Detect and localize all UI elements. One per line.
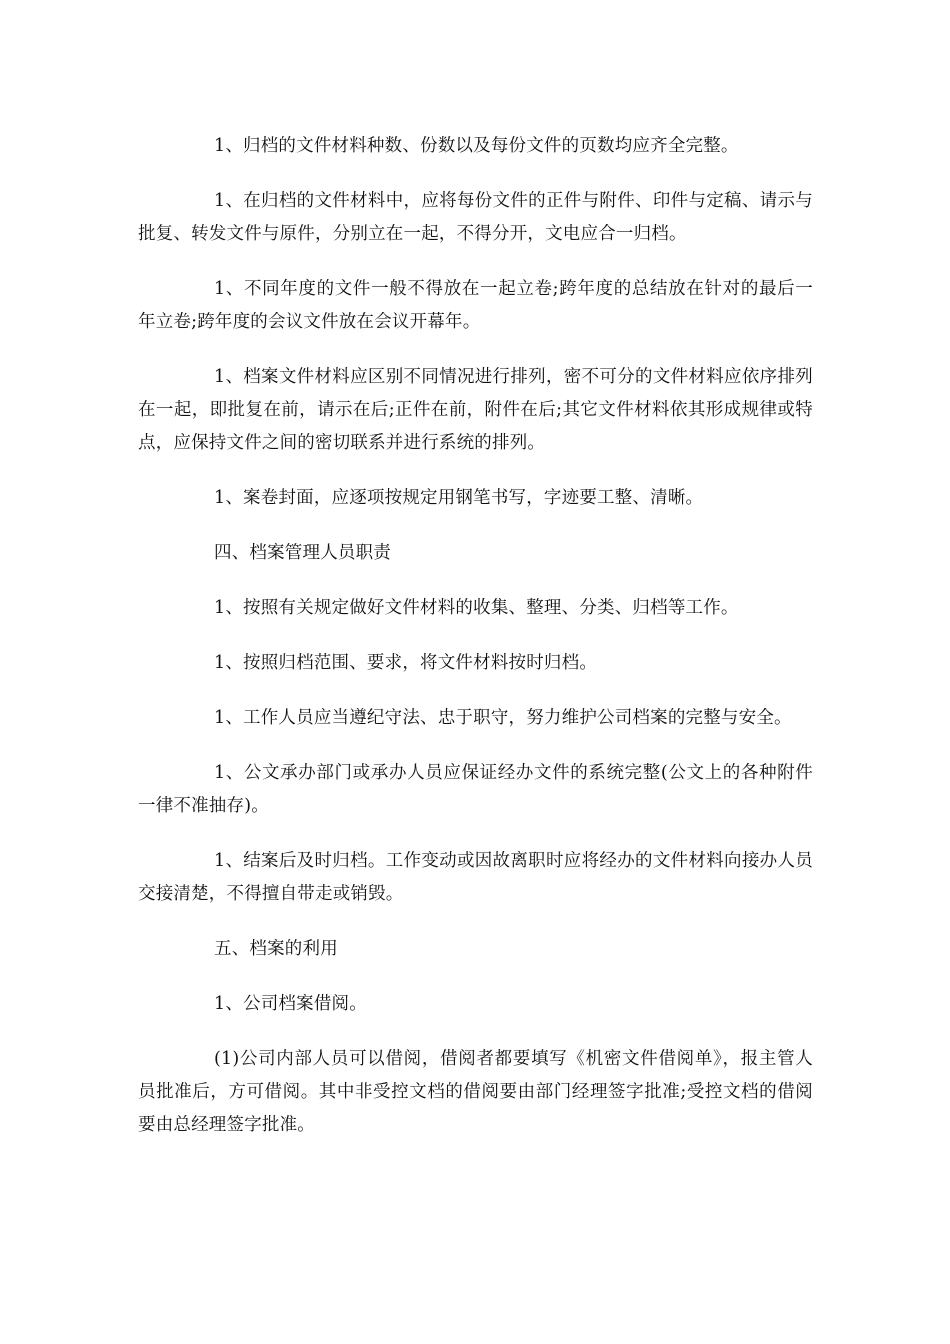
document-page (138, 130, 813, 1164)
section-heading-usage: 五、档案的利用 (214, 939, 338, 959)
paragraph-duty-handover: 1、结案后及时归档。工作变动或因故离职时应将经办的文件材料向接办人员交接清楚，不得擅自带走或销毁。 (138, 851, 813, 904)
paragraph-grouping: 1、在归档的文件材料中，应将每份文件的正件与附件、印件与定稿、请示与批复、转发文件与原件，分别立在一起，不得分开，文电应合一归档。 (138, 191, 813, 244)
paragraph-completeness: 1、归档的文件材料种数、份数以及每份文件的页数均应齐全完整。 (214, 136, 739, 156)
paragraph-borrowing-rules: (1)公司内部人员可以借阅，借阅者都要填写《机密文件借阅单》，报主管人员批准后，方可借阅。其中非受控文档的借阅要由部门经理签字批准;受控文档的借阅要由总经理签字批准。 (138, 1049, 813, 1135)
paragraph-year-rules: 1、不同年度的文件一般不得放在一起立卷;跨年度的总结放在针对的最后一年立卷;跨年度的会议文件放在会议开幕年。 (138, 279, 813, 332)
paragraph-ordering: 1、档案文件材料应区别不同情况进行排列，密不可分的文件材料应依序排列在一起，即批复在前，请示在后;正件在前，附件在后;其它文件材料依其形成规律或特点，应保持文件之间的密切联系并进行系统的排列。 (138, 367, 813, 453)
paragraph-cover: 1、案卷封面，应逐项按规定用钢笔书写，字迹要工整、清晰。 (214, 488, 704, 508)
paragraph-duty-archive: 1、按照归档范围、要求，将文件材料按时归档。 (214, 653, 598, 673)
paragraph-duty-integrity: 1、公文承办部门或承办人员应保证经办文件的系统完整(公文上的各种附件一律不准抽存)。 (138, 763, 813, 816)
section-heading-duties: 四、档案管理人员职责 (214, 543, 391, 563)
paragraph-duty-collect: 1、按照有关规定做好文件材料的收集、整理、分类、归档等工作。 (214, 598, 739, 618)
paragraph-borrowing: 1、公司档案借阅。 (214, 994, 367, 1014)
paragraph-duty-law: 1、工作人员应当遵纪守法、忠于职守，努力维护公司档案的完整与安全。 (214, 708, 792, 728)
